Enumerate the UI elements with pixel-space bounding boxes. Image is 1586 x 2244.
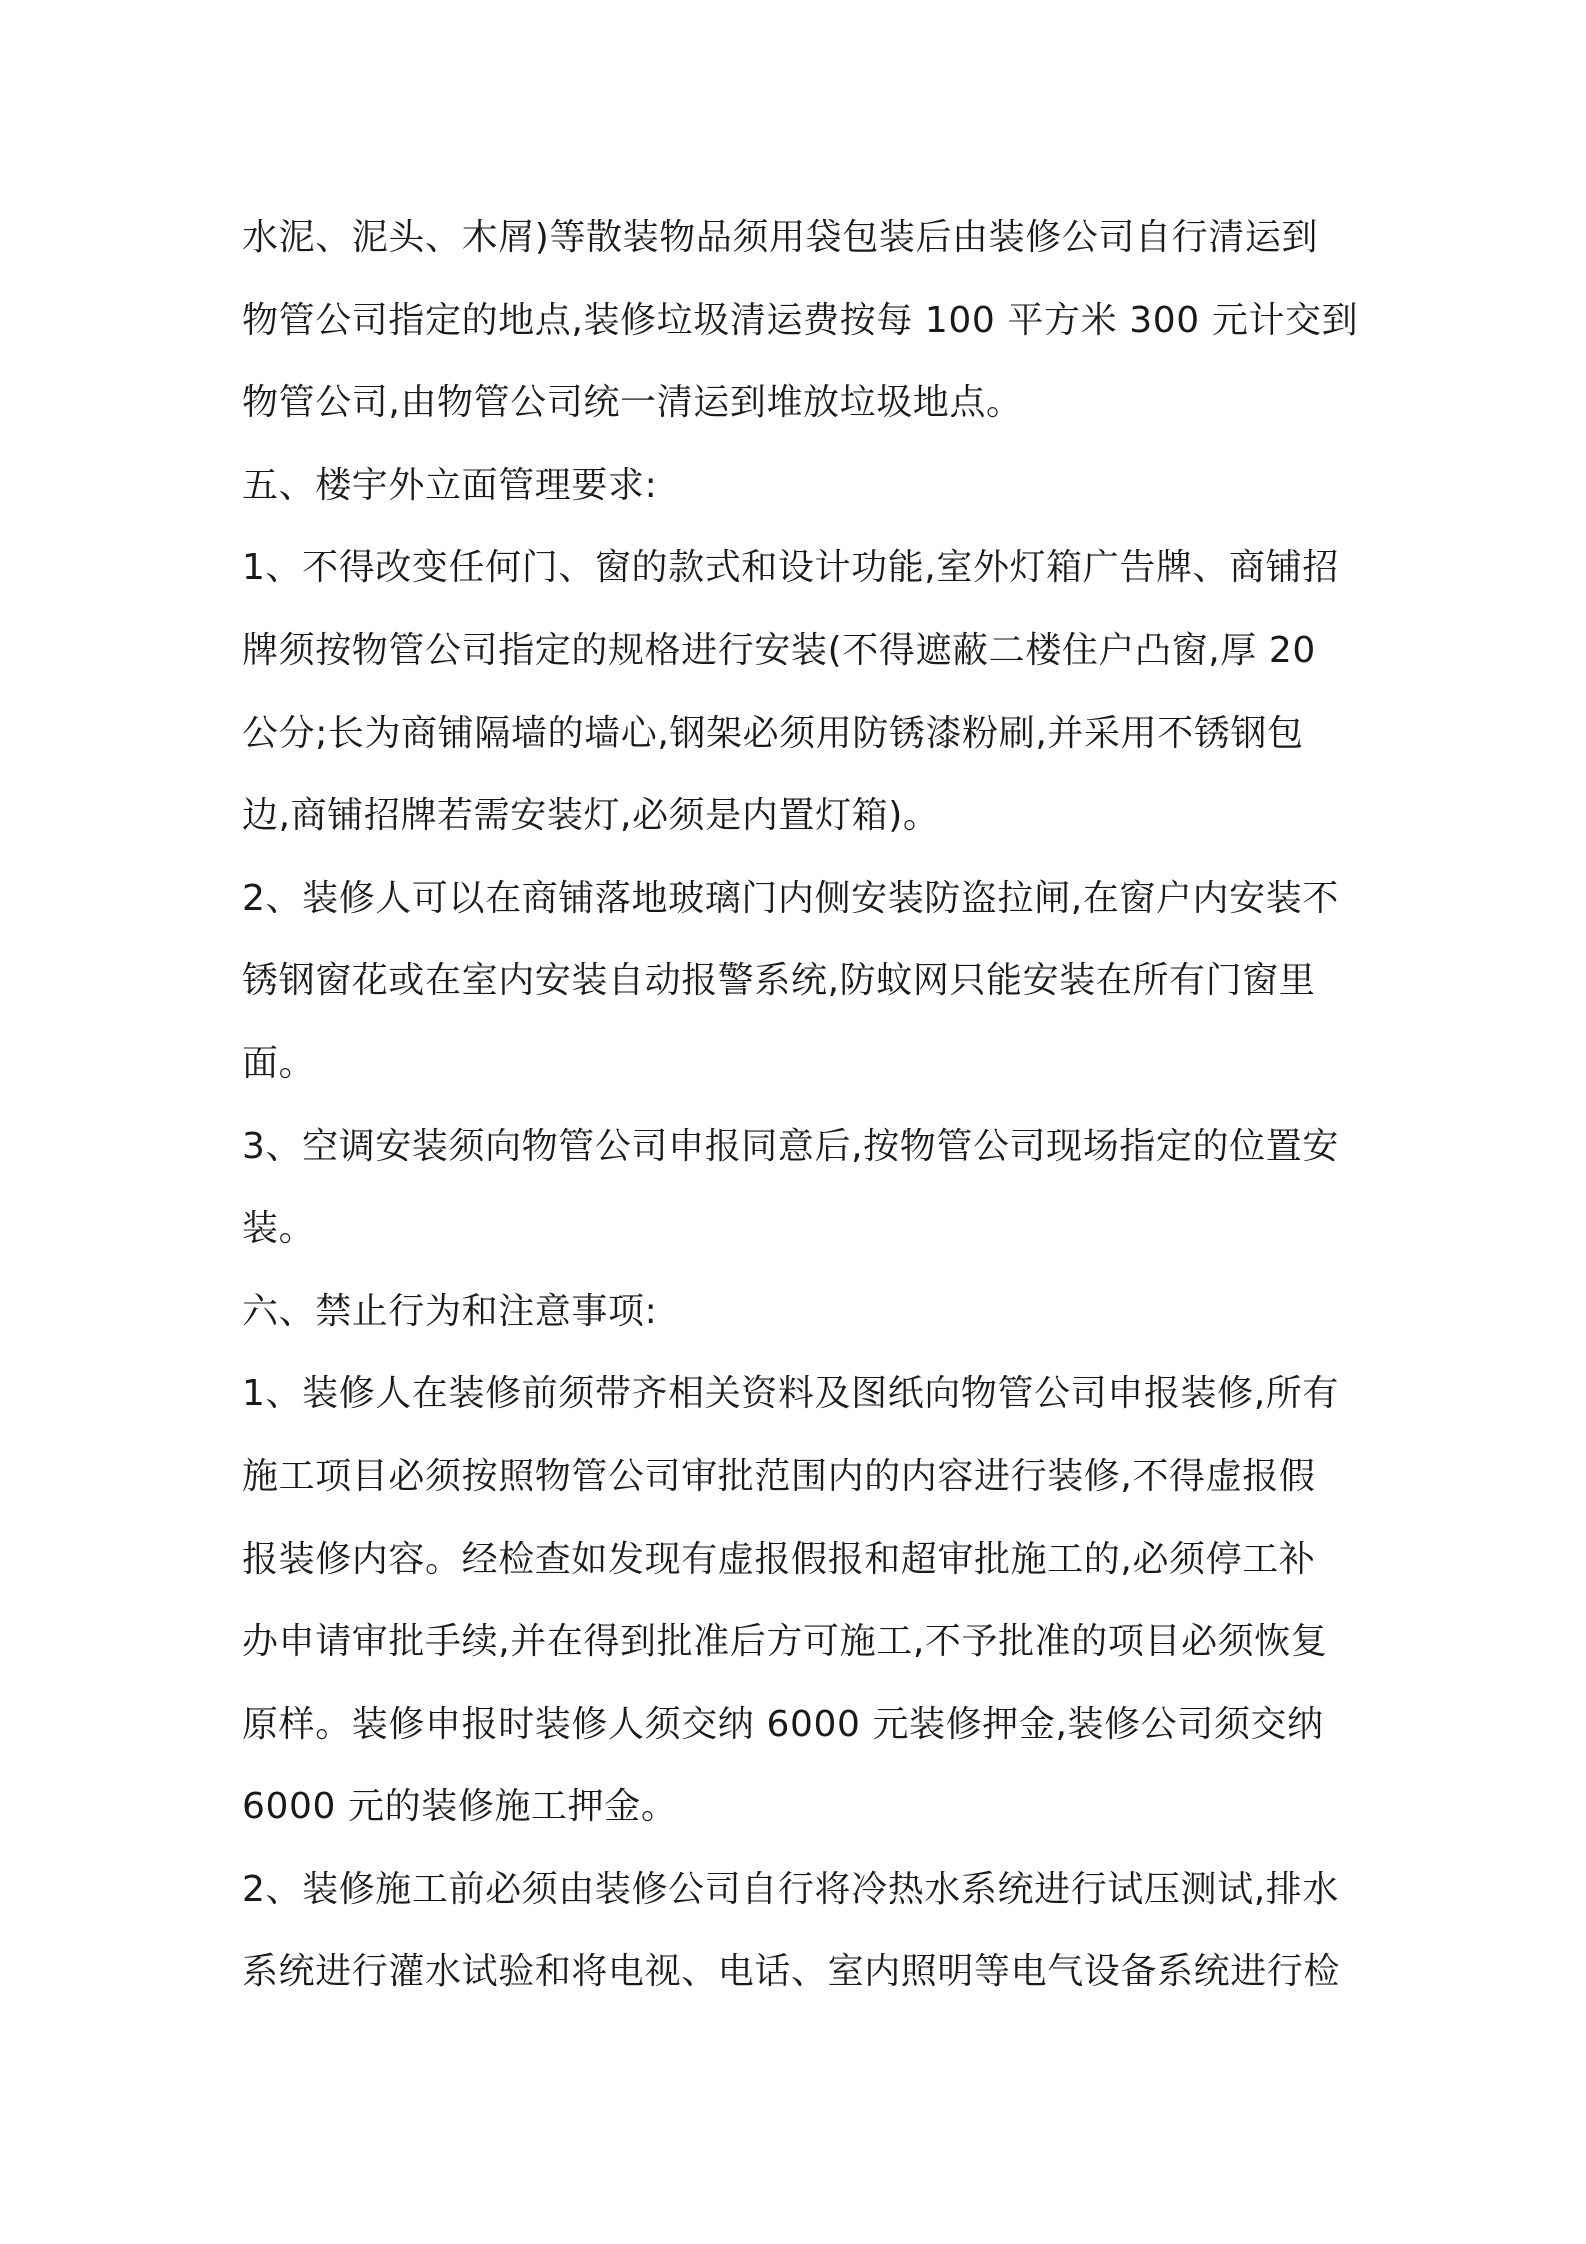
text-line: 6000 元的装修施工押金。 bbox=[242, 1786, 678, 1828]
text-line: 3、空调安装须向物管公司申报同意后,按物管公司现场指定的位置安 bbox=[242, 1125, 1339, 1167]
text-line: 2、装修施工前必须由装修公司自行将冷热水系统进行试压测试,排水 bbox=[242, 1868, 1339, 1910]
text-line: 装。 bbox=[242, 1208, 316, 1250]
text-line: 施工项目必须按照物管公司审批范围内的内容进行装修,不得虚报假 bbox=[242, 1455, 1316, 1497]
text-line: 2、装修人可以在商铺落地玻璃门内侧安装防盗拉闸,在窗户内安装不 bbox=[242, 877, 1339, 919]
text-line: 1、装修人在装修前须带齐相关资料及图纸向物管公司申报装修,所有 bbox=[242, 1373, 1339, 1415]
section-heading: 六、禁止行为和注意事项: bbox=[242, 1290, 658, 1332]
text-line: 办申请审批手续,并在得到批准后方可施工,不予批准的项目必须恢复 bbox=[242, 1621, 1328, 1663]
text-line: 报装修内容。经检查如发现有虚报假报和超审批施工的,必须停工补 bbox=[242, 1538, 1316, 1580]
text-line: 水泥、泥头、木屑)等散装物品须用袋包装后由装修公司自行清运到 bbox=[242, 217, 1319, 258]
text-line: 原样。装修申报时装修人须交纳 6000 元装修押金,装修公司须交纳 bbox=[242, 1703, 1324, 1745]
text-line: 1、不得改变任何门、窗的款式和设计功能,室外灯箱广告牌、商铺招 bbox=[242, 547, 1339, 589]
text-line: 公分;长为商铺隔墙的墙心,钢架必须用防锈漆粉刷,并采用不锈钢包 bbox=[242, 712, 1304, 754]
text-line: 锈钢窗花或在室内安装自动报警系统,防蚊网只能安装在所有门窗里 bbox=[242, 960, 1316, 1002]
document-body bbox=[242, 197, 1362, 2014]
text-line: 物管公司,由物管公司统一清运到堆放垃圾地点。 bbox=[242, 382, 1023, 424]
text-line: 物管公司指定的地点,装修垃圾清运费按每 100 平方米 300 元计交到 bbox=[242, 299, 1359, 341]
text-line: 牌须按物管公司指定的规格进行安装(不得遮蔽二楼住户凸窗,厚 20 bbox=[242, 629, 1316, 671]
text-line: 边,商铺招牌若需安装灯,必须是内置灯箱)。 bbox=[242, 795, 940, 837]
section-heading: 五、楼宇外立面管理要求: bbox=[242, 464, 658, 506]
text-line: 系统进行灌水试验和将电视、电话、室内照明等电气设备系统进行检 bbox=[242, 1951, 1341, 1993]
text-line: 面。 bbox=[242, 1042, 316, 1084]
